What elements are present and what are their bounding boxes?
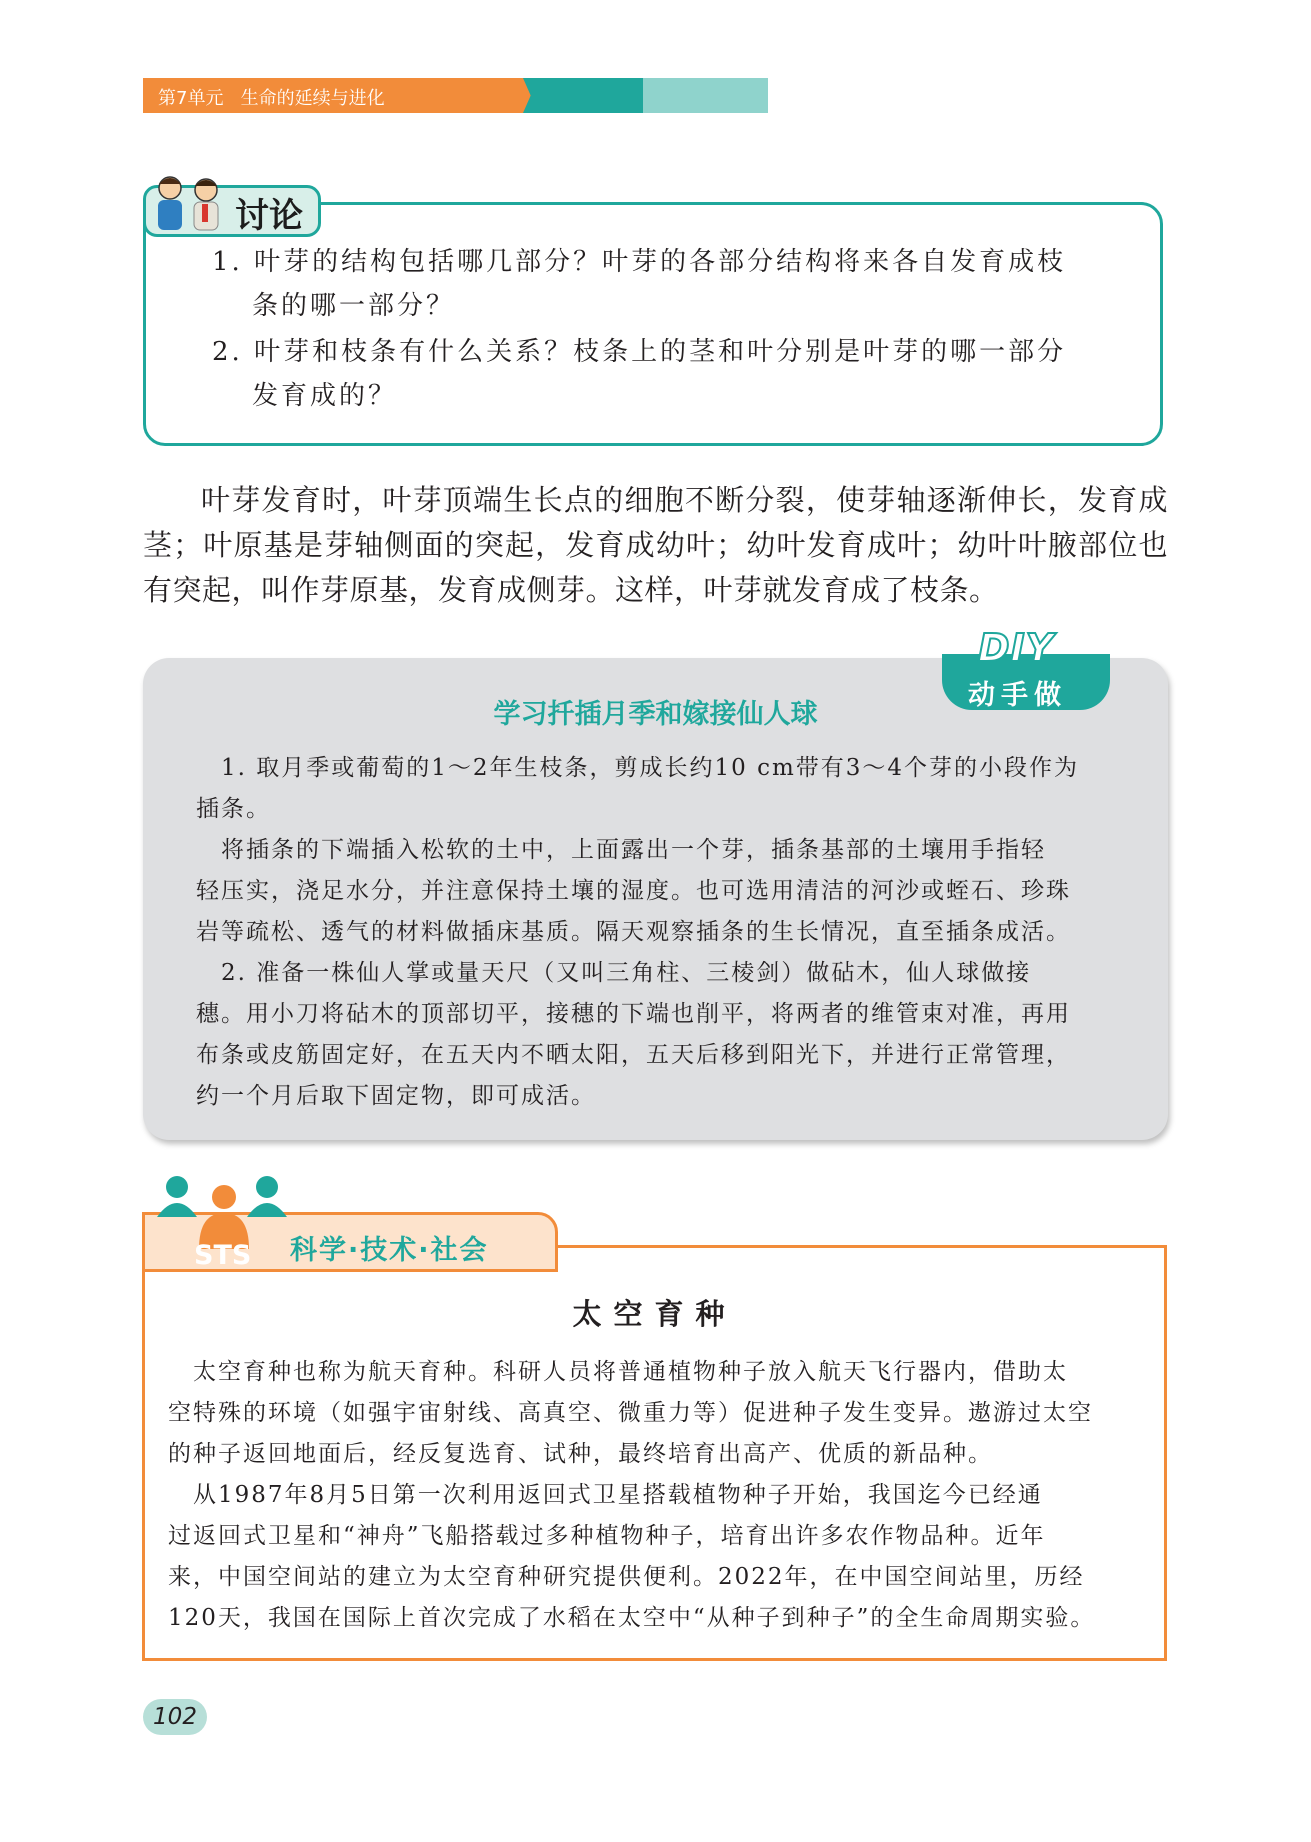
diy-title: 学习扦插月季和嫁接仙人球 bbox=[493, 699, 818, 730]
chapter-header bbox=[143, 78, 768, 113]
unit-title: 生命的延续与进化 bbox=[240, 88, 385, 109]
page-number: 102 bbox=[143, 1699, 207, 1735]
unit-label: 第7单元 bbox=[158, 88, 224, 109]
sts-line-1: 太空育种也称为航天育种。科研人员将普通植物种子放入航天飞行器内，借助太 bbox=[168, 1359, 1068, 1385]
body-paragraph: 叶芽发育时，叶芽顶端生长点的细胞不断分裂，使芽轴逐渐伸长，发育成茎；叶原基是芽轴侧面的突起，发育成幼叶；幼叶发育成叶；幼叶叶腋部位也有突起，叫作芽原基，发育成侧芽。这样，叶芽就发育成了枝条。 bbox=[143, 483, 1168, 607]
diy-line-9: 约一个月后取下固定物，即可成活。 bbox=[196, 1083, 596, 1109]
question-2-line-2: 发育成的？ bbox=[252, 381, 398, 411]
question-2-line-1: 2. 叶芽和枝条有什么关系？枝条上的茎和叶分别是叶芽的哪一部分 bbox=[212, 337, 1067, 367]
header-light-band bbox=[643, 78, 768, 113]
students-icon bbox=[148, 174, 234, 238]
sts-label: STS bbox=[194, 1240, 252, 1271]
diy-line-8: 布条或皮筋固定好，在五天内不晒太阳，五天后移到阳光下，并进行正常管理， bbox=[196, 1042, 1071, 1068]
sts-heading: 太空育种 bbox=[572, 1297, 737, 1331]
discussion-title: 讨论 bbox=[235, 196, 303, 236]
header-teal-band bbox=[523, 78, 651, 113]
diy-line-5: 岩等疏松、透气的材料做插床基质。隔天观察插条的生长情况，直至插条成活。 bbox=[196, 919, 1071, 945]
sts-title: 科学·技术·社会 bbox=[290, 1235, 489, 1266]
diy-line-2: 插条。 bbox=[196, 796, 271, 822]
diy-logo: DIY bbox=[978, 626, 1055, 670]
diy-line-4: 轻压实，浇足水分，并注意保持土壤的湿度。也可选用清洁的河沙或蛭石、珍珠 bbox=[196, 878, 1071, 904]
sts-line-2: 空特殊的环境（如强宇宙射线、高真空、微重力等）促进种子发生变异。遨游过太空 bbox=[168, 1400, 1093, 1426]
sts-line-4: 从1987年8月5日第一次利用返回式卫星搭载植物种子开始，我国迄今已经通 bbox=[168, 1482, 1043, 1508]
sts-line-5: 过返回式卫星和“神舟”飞船搭载过多种植物种子，培育出许多农作物品种。近年 bbox=[168, 1523, 1046, 1549]
diy-line-6: 2. 准备一株仙人掌或量天尺（又叫三角柱、三棱剑）做砧木，仙人球做接 bbox=[196, 960, 1032, 986]
diy-line-1: 1. 取月季或葡萄的1～2年生枝条，剪成长约10 cm带有3～4个芽的小段作为 bbox=[196, 755, 1080, 781]
diy-line-7: 穗。用小刀将砧木的顶部切平，接穗的下端也削平，将两者的维管束对准，再用 bbox=[196, 1001, 1071, 1027]
header-text bbox=[158, 84, 385, 110]
sts-line-6: 来，中国空间站的建立为太空育种研究提供便利。2022年，在中国空间站里，历经 bbox=[168, 1564, 1085, 1590]
sts-line-7: 120天，我国在国际上首次完成了水稻在太空中“从种子到种子”的全生命周期实验。 bbox=[168, 1605, 1096, 1631]
sts-line-3: 的种子返回地面后，经反复选育、试种，最终培育出高产、优质的新品种。 bbox=[168, 1441, 993, 1467]
question-1-line-2: 条的哪一部分？ bbox=[252, 291, 456, 321]
diy-line-3: 将插条的下端插入松软的土中，上面露出一个芽，插条基部的土壤用手指轻 bbox=[196, 837, 1046, 863]
diy-subtitle: 动手做 bbox=[968, 680, 1067, 711]
question-1-line-1: 1. 叶芽的结构包括哪几部分？叶芽的各部分结构将来各自发育成枝 bbox=[212, 247, 1067, 277]
